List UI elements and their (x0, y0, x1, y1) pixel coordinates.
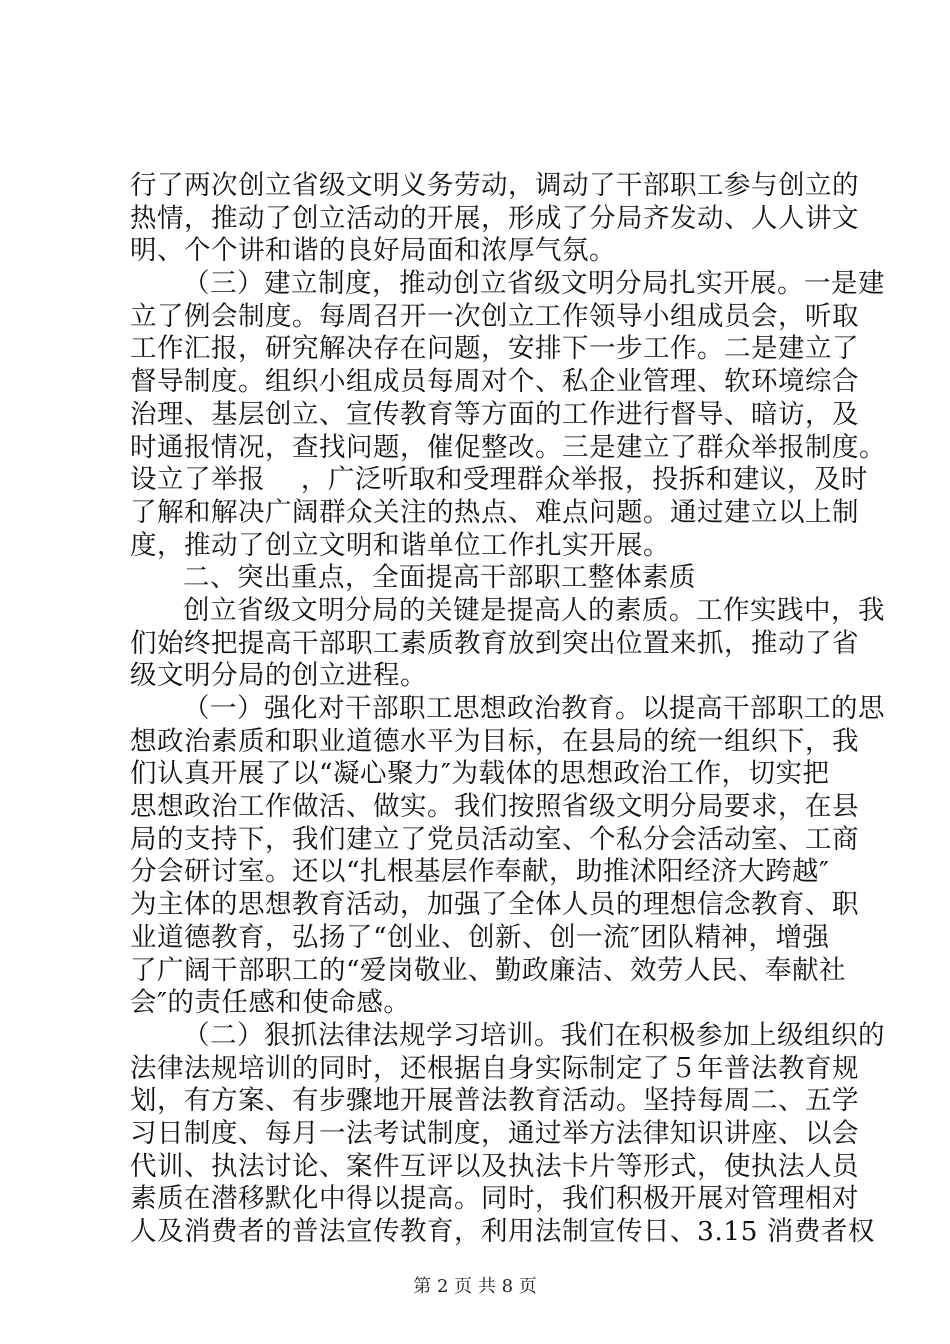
document-body (130, 170, 886, 1249)
text-line: 时通报情况，查找问题，催促整改。三是建立了群众举报制度。 (130, 431, 886, 463)
text-line: 工作汇报，研究解决存在问题，安排下一步工作。二是建立了 (130, 333, 859, 365)
text-line: 分会研讨室。还以“扎根基层作奉献，助推沭阳经济大跨越″ (130, 856, 830, 888)
text-line: 督导制度。组织小组成员每周对个、私企业管理、软环境综合 (130, 366, 859, 398)
text-line: 了解和解决广阔群众关注的热点、难点问题。通过建立以上制 (130, 496, 859, 528)
text-line: 们认真开展了以“凝心聚力″为载体的思想政治工作，切实把 (130, 758, 830, 790)
text-line: 会″的责任感和使命感。 (130, 987, 411, 1019)
text-line: 二、突出重点，全面提高干部职工整体素质 (183, 562, 696, 594)
text-line: 想政治素质和职业道德水平为目标，在县局的统一组织下，我 (130, 725, 859, 757)
text-line: 人及消费者的普法宣传教育，利用法制宣传日、3.15 消费者权 (130, 1216, 875, 1247)
text-line: 治理、基层创立、宣传教育等方面的工作进行督导、暗访，及 (130, 398, 859, 430)
text-line: 素质在潜移默化中得以提高。同时，我们积极开展对管理相对 (130, 1183, 859, 1215)
text-line: 业道德教育，弘扬了“创业、创新、创一流″团队精神，增强 (130, 921, 830, 953)
text-line: 划，有方案、有步骤地开展普法教育活动。坚持每周二、五学 (130, 1085, 859, 1117)
text-line: 热情，推动了创立活动的开展，形成了分局齐发动、人人讲文 (130, 202, 859, 234)
text-line: 明、个个讲和谐的良好局面和浓厚气氛。 (130, 235, 616, 267)
text-line: （三）建立制度，推动创立省级文明分局扎实开展。一是建 (183, 268, 885, 300)
text-line: 级文明分局的创立进程。 (130, 660, 427, 692)
text-line: 为主体的思想教育活动，加强了全体人员的理想信念教育、职 (130, 889, 859, 921)
text-line: 代训、执法讨论、案件互评以及执法卡片等形式，使执法人员 (130, 1150, 859, 1182)
text-line: 设立了举报 ，广泛听取和受理群众举报，投拆和建议，及时 (130, 464, 868, 496)
text-line: 习日制度、每月一法考试制度，通过举方法律知识讲座、以会 (130, 1117, 859, 1149)
text-line: （二）狠抓法律法规学习培训。我们在积极参加上级组织的 (183, 1019, 885, 1051)
text-line: 们始终把提高干部职工素质教育放到突出位置来抓，推动了省 (130, 627, 859, 659)
page-footer: 第 2 页 共 8 页 (413, 1276, 537, 1297)
text-line: 了广阔干部职工的“爱岗敬业、勤政廉洁、效劳人民、奉献社 (130, 954, 847, 986)
text-line: 局的支持下，我们建立了党员活动室、个私分会活动室、工商 (130, 823, 859, 855)
text-line: 创立省级文明分局的关键是提高人的素质。工作实践中，我 (183, 594, 885, 626)
text-line: （一）强化对干部职工思想政治教育。以提高干部职工的思 (183, 693, 885, 724)
text-line: 思想政治工作做活、做实。我们按照省级文明分局要求，在县 (130, 791, 859, 823)
text-line: 法律法规培训的同时，还根据自身实际制定了５年普法教育规 (130, 1052, 859, 1084)
text-line: 行了两次创立省级文明义务劳动，调动了干部职工参与创立的 (130, 170, 859, 201)
text-line: 度，推动了创立文明和谐单位工作扎实开展。 (130, 529, 670, 561)
text-line: 立了例会制度。每周召开一次创立工作领导小组成员会，听取 (130, 300, 859, 332)
